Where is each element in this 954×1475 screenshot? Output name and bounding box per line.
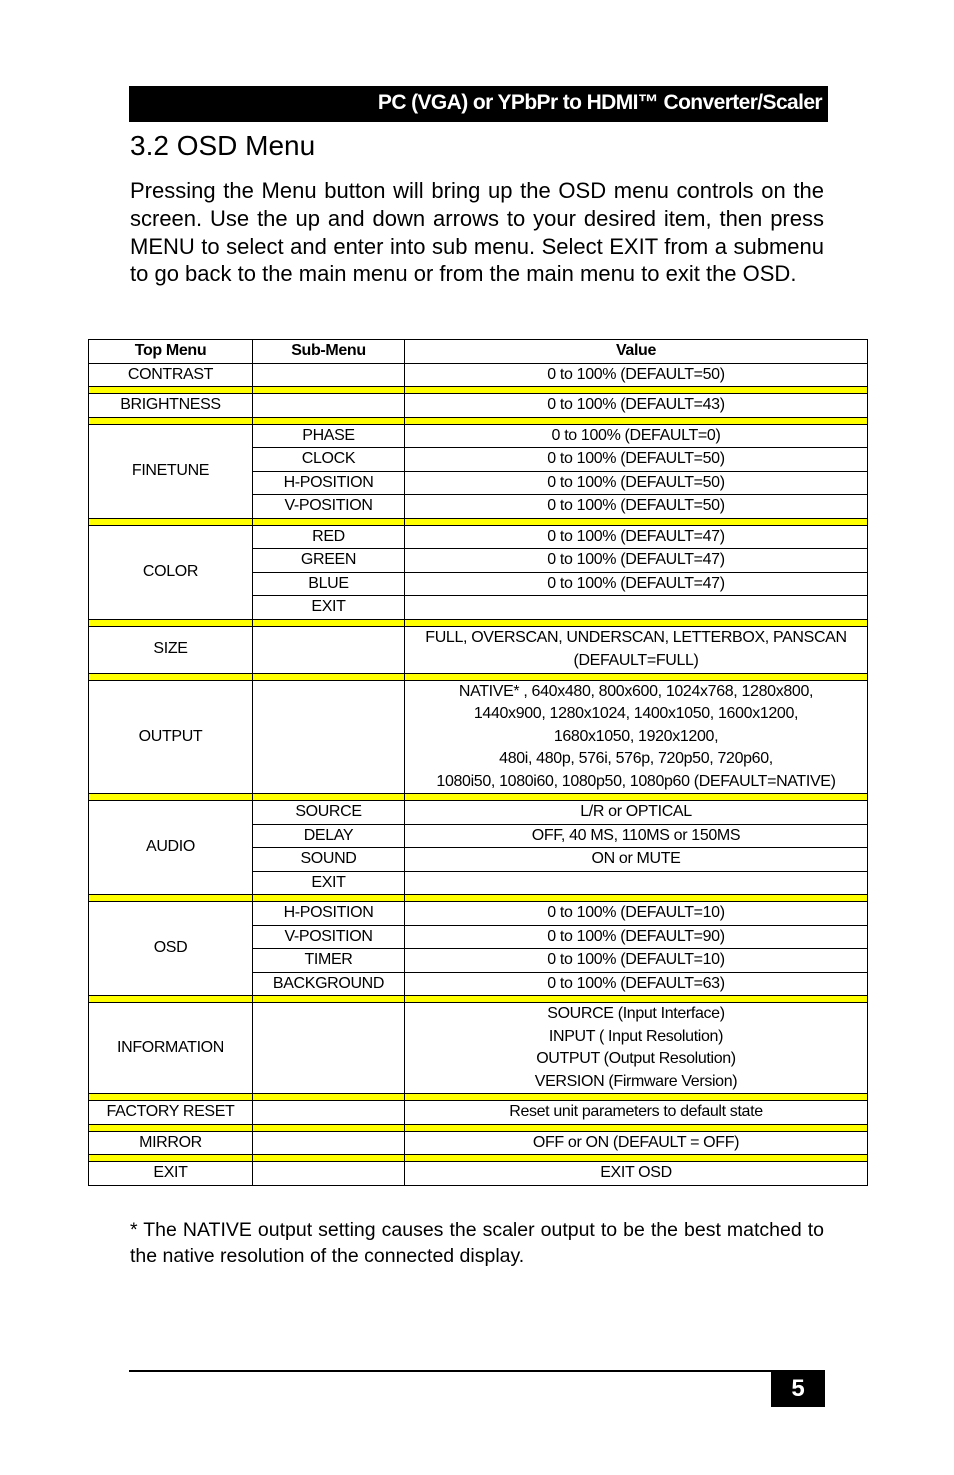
top-menu-cell: FACTORY RESET: [89, 1101, 253, 1125]
top-menu-cell: BRIGHTNESS: [89, 394, 253, 418]
table-row-finetune: [89, 424, 868, 448]
table-row-mirror: [89, 1131, 868, 1155]
value-cell: [405, 626, 868, 673]
sub-menu-cell: [253, 1162, 405, 1186]
top-menu-cell: OSD: [89, 902, 253, 996]
top-menu-cell: EXIT: [89, 1162, 253, 1186]
table-header-row: [89, 340, 868, 364]
value-cell: L/R or OPTICAL: [405, 801, 868, 825]
value-line: NATIVE* , 640x480, 800x600, 1024x768, 1280x800,: [458, 682, 814, 700]
separator-row: [89, 673, 868, 680]
value-cell: [405, 680, 868, 794]
value-cell: EXIT OSD: [405, 1162, 868, 1186]
value-line: 1440x900, 1280x1024, 1400x1050, 1600x1200,: [473, 705, 799, 722]
value-line: OUTPUT (Output Resolution): [536, 1050, 736, 1067]
value-cell: 0 to 100% (DEFAULT=50): [405, 495, 868, 519]
separator-row: [89, 1124, 868, 1131]
separator-row: [89, 619, 868, 626]
sub-menu-cell: TIMER: [253, 949, 405, 973]
sub-menu-cell: H-POSITION: [253, 902, 405, 926]
sub-menu-cell: DELAY: [253, 824, 405, 848]
separator-row: [89, 1094, 868, 1101]
top-menu-cell: OUTPUT: [89, 680, 253, 794]
value-cell: OFF, 40 MS, 110MS or 150MS: [405, 824, 868, 848]
section-title: 3.2 OSD Menu: [130, 130, 316, 161]
top-menu-cell: SIZE: [89, 626, 253, 673]
value-cell: 0 to 100% (DEFAULT=63): [405, 972, 868, 996]
sub-menu-cell: SOUND: [253, 848, 405, 872]
value-cell: 0 to 100% (DEFAULT=50): [405, 471, 868, 495]
table-row-osd: [89, 902, 868, 926]
top-menu-cell: INFORMATION: [89, 1003, 253, 1094]
table-row-brightness: [89, 394, 868, 418]
top-menu-cell: FINETUNE: [89, 424, 253, 518]
sub-menu-cell: PHASE: [253, 424, 405, 448]
header-bar: [129, 86, 828, 122]
sub-menu-cell: GREEN: [253, 549, 405, 573]
sub-menu-cell: RED: [253, 525, 405, 549]
value-line: 480i, 480p, 576i, 576p, 720p50, 720p60,: [499, 750, 773, 767]
sub-menu-cell: H-POSITION: [253, 471, 405, 495]
value-cell: [405, 1003, 868, 1094]
separator-row: [89, 794, 868, 801]
table-row-color: [89, 525, 868, 549]
table-row-size: [89, 626, 868, 673]
value-cell: 0 to 100% (DEFAULT=47): [405, 525, 868, 549]
sub-menu-cell: BACKGROUND: [253, 972, 405, 996]
value-cell: 0 to 100% (DEFAULT=50): [405, 448, 868, 472]
top-menu-cell: CONTRAST: [89, 363, 253, 387]
sub-menu-cell: BLUE: [253, 572, 405, 596]
value-line: 1080i50, 1080i60, 1080p50, 1080p60 (DEFAULT=NATIVE): [436, 772, 836, 790]
separator-row: [89, 387, 868, 394]
value-cell: 0 to 100% (DEFAULT=50): [405, 363, 868, 387]
sub-menu-cell: [253, 1003, 405, 1094]
table-row-contrast: [89, 363, 868, 387]
value-line: FULL, OVERSCAN, UNDERSCAN, LETTERBOX, PANSCAN: [425, 629, 847, 646]
sub-menu-cell: [253, 1131, 405, 1155]
osd-menu-table: [88, 339, 868, 1186]
top-menu-cell: COLOR: [89, 525, 253, 619]
value-cell: 0 to 100% (DEFAULT=47): [405, 549, 868, 573]
top-menu-cell: MIRROR: [89, 1131, 253, 1155]
sub-menu-cell: [253, 626, 405, 673]
separator-row: [89, 895, 868, 902]
sub-menu-cell: [253, 680, 405, 794]
top-menu-cell: AUDIO: [89, 801, 253, 895]
value-cell: 0 to 100% (DEFAULT=10): [405, 949, 868, 973]
value-cell: OFF or ON (DEFAULT = OFF): [405, 1131, 868, 1155]
separator-row: [89, 996, 868, 1003]
value-cell: [405, 871, 868, 895]
sub-menu-cell: EXIT: [253, 596, 405, 620]
value-cell: Reset unit parameters to default state: [405, 1101, 868, 1125]
value-cell: 0 to 100% (DEFAULT=47): [405, 572, 868, 596]
sub-menu-cell: EXIT: [253, 871, 405, 895]
sub-menu-cell: [253, 394, 405, 418]
value-cell: 0 to 100% (DEFAULT=0): [405, 424, 868, 448]
table-row-factory-reset: [89, 1101, 868, 1125]
value-cell: 0 to 100% (DEFAULT=90): [405, 925, 868, 949]
sub-menu-cell: CLOCK: [253, 448, 405, 472]
value-line: VERSION (Firmware Version): [534, 1072, 738, 1090]
separator-row: [89, 1155, 868, 1162]
sub-menu-cell: V-POSITION: [253, 925, 405, 949]
value-line: 1680x1050, 1920x1200,: [553, 727, 719, 745]
value-line: (DEFAULT=FULL): [573, 651, 699, 669]
sub-menu-cell: SOURCE: [253, 801, 405, 825]
table-row-information: [89, 1003, 868, 1094]
intro-paragraph: Pressing the Menu button will bring up the OSD menu controls on the screen. Use the up and down arrows to your desired item, then press MENU to select and enter into sub menu. Select EXIT from a submenu to go back to the main menu or from the main menu to exit the OSD.: [130, 178, 824, 287]
sub-menu-cell: V-POSITION: [253, 495, 405, 519]
separator-row: [89, 518, 868, 525]
sub-menu-cell: [253, 363, 405, 387]
value-cell: ON or MUTE: [405, 848, 868, 872]
value-cell: 0 to 100% (DEFAULT=10): [405, 902, 868, 926]
page-number: 5: [771, 1371, 825, 1407]
footnote: * The NATIVE output setting causes the scaler output to be the best matched to the native resolution of the connected display.: [130, 1219, 824, 1267]
col-header-value: Value: [405, 340, 868, 364]
table-row-audio: [89, 801, 868, 825]
value-cell: 0 to 100% (DEFAULT=43): [405, 394, 868, 418]
sub-menu-cell: [253, 1101, 405, 1125]
table-row-output: [89, 680, 868, 794]
value-line: INPUT ( Input Resolution): [548, 1027, 724, 1045]
value-cell: [405, 596, 868, 620]
separator-row: [89, 417, 868, 424]
header-title: PC (VGA) or YPbPr to HDMI™ Converter/Scaler: [377, 91, 822, 114]
col-header-sub-menu: Sub-Menu: [253, 340, 405, 364]
col-header-top-menu: Top Menu: [89, 340, 253, 364]
footer-rule: [129, 1370, 825, 1372]
value-line: SOURCE (Input Interface): [547, 1005, 725, 1022]
table-row-exit: [89, 1162, 868, 1186]
